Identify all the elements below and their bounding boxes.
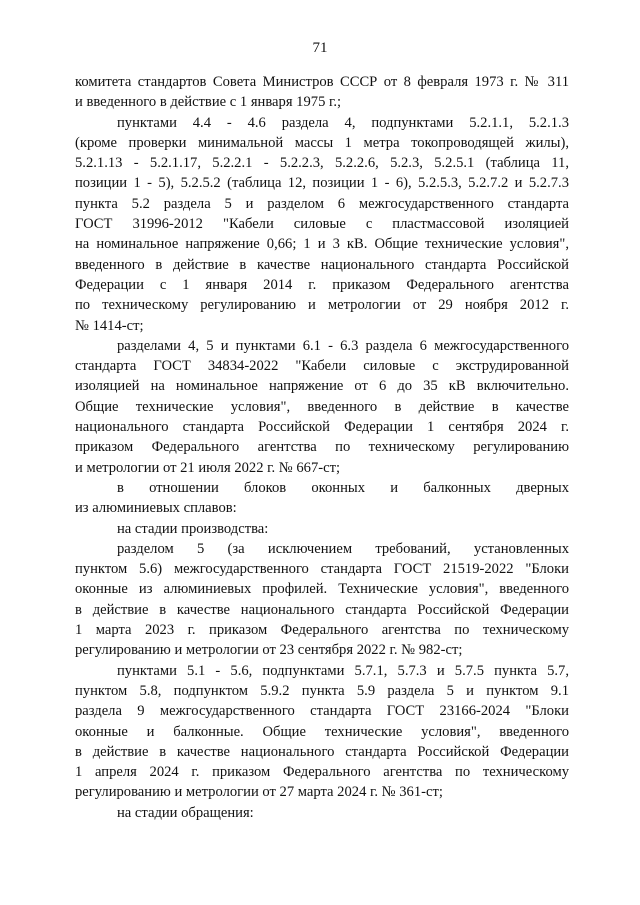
text-line: пунктами 4.4 - 4.6 раздела 4, подпунктами 5.2.1.1, 5.2.1.3 (117, 114, 569, 131)
text-line: пунктами 5.1 - 5.6, подпунктами 5.7.1, 5.7.3 и 5.7.5 пункта 5.7, (117, 662, 569, 679)
text-line: раздела 9 межгосударственного стандарта ГОСТ 23166-2024 "Блоки (75, 703, 569, 720)
text-line: 1 апреля 2024 г. приказом Федерального агентства по техническому (75, 764, 569, 781)
text-line: в отношении блоков оконных и балконных дверных (117, 479, 569, 496)
text-line: из алюминиевых сплавов: (75, 500, 237, 517)
text-line: и введенного в действие с 1 января 1975 г.; (75, 94, 342, 111)
text-line: Общие технические условия", введенного в действие в качестве (75, 398, 569, 415)
document-body (75, 72, 569, 823)
text-line: и метрологии от 21 июля 2022 г. № 667-ст; (75, 459, 341, 476)
text-line: в действие в качестве национального стандарта Российской Федерации (75, 743, 569, 760)
text-line: позиции 1 - 5), 5.2.5.2 (таблица 12, позиции 1 - 6), 5.2.5.3, 5.2.7.2 и 5.2.7.3 (75, 175, 569, 192)
page-number: 71 (312, 40, 328, 56)
text-line: на стадии обращения: (117, 804, 254, 821)
text-line: на номинальное напряжение 0,66; 1 и 3 кВ. Общие технические условия", (75, 236, 569, 253)
text-line: № 1414-ст; (75, 317, 144, 334)
text-line: в действие в качестве национального стандарта Российской Федерации (75, 601, 569, 618)
text-line: пункта 5.2 раздела 5 и разделом 6 межгосударственного стандарта (75, 195, 569, 212)
text-line: оконные из алюминиевых профилей. Технические условия", введенного (75, 581, 569, 598)
text-line: национального стандарта Российской Федерации 1 сентября 2024 г. (75, 419, 569, 436)
text-line: регулированию и метрологии от 23 сентября 2022 г. № 982-ст; (75, 642, 463, 659)
text-line: ГОСТ 31996-2012 "Кабели силовые с пластмассовой изоляцией (75, 216, 569, 233)
text-line: приказом Федерального агентства по техническому регулированию (75, 439, 569, 456)
text-line: комитета стандартов Совета Министров СССР от 8 февраля 1973 г. № 311 (75, 74, 569, 90)
text-line: разделом 5 (за исключением требований, установленных (117, 540, 569, 557)
text-line: изоляцией на номинальное напряжение от 6 до 35 кВ включительно. (75, 378, 569, 395)
text-line: на стадии производства: (117, 520, 269, 537)
text-line: оконные и балконные. Общие технические условия", введенного (75, 723, 569, 740)
text-line: пунктом 5.6) межгосударственного стандарта ГОСТ 21519-2022 "Блоки (75, 561, 569, 578)
text-line: пунктом 5.8, подпунктом 5.9.2 пункта 5.9 раздела 5 и пунктом 9.1 (75, 682, 569, 699)
text-line: по техническому регулированию и метрологии от 29 ноября 2012 г. (75, 297, 569, 314)
text-line: регулированию и метрологии от 27 марта 2024 г. № 361-ст; (75, 784, 443, 801)
text-line: Федерации с 1 января 2014 г. приказом Федерального агентства (75, 276, 569, 293)
text-line: 5.2.1.13 - 5.2.1.17, 5.2.2.1 - 5.2.2.3, 5.2.2.6, 5.2.3, 5.2.5.1 (таблица 11, (75, 155, 569, 172)
text-line: (кроме проверки минимальной массы 1 метра токопроводящей жилы), (75, 134, 569, 151)
text-line: стандарта ГОСТ 34834-2022 "Кабели силовые с экструдированной (75, 358, 569, 375)
text-line: разделами 4, 5 и пунктами 6.1 - 6.3 раздела 6 межгосударственного (117, 337, 569, 354)
text-line: 1 марта 2023 г. приказом Федерального агентства по техническому (75, 622, 569, 639)
text-line: введенного в действие в качестве национального стандарта Российской (75, 256, 569, 273)
